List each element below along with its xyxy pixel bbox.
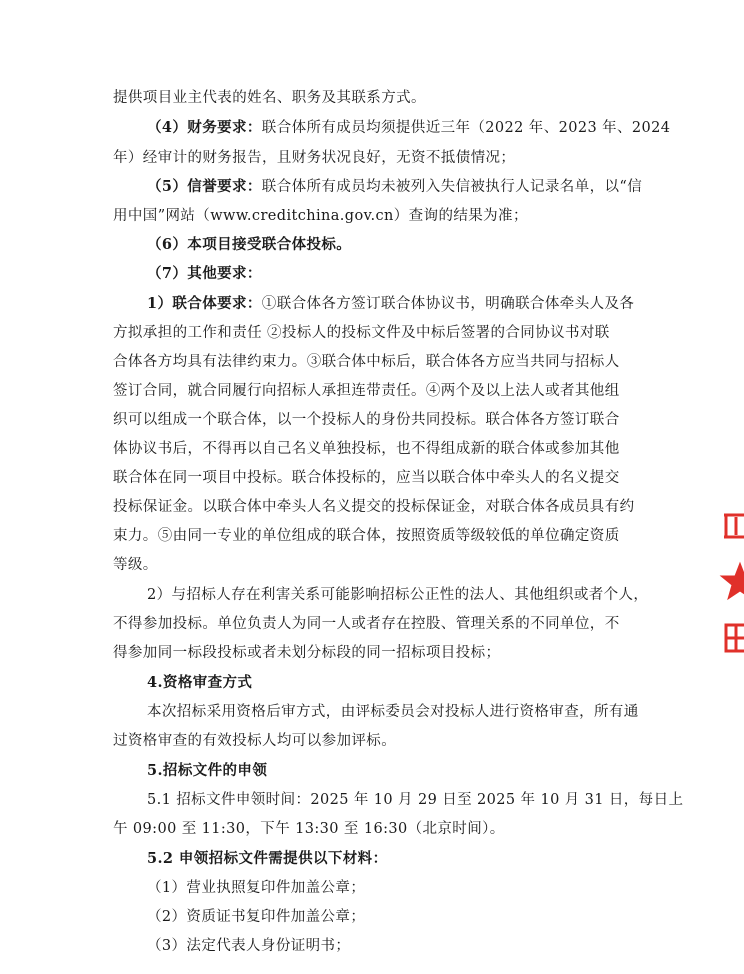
section-heading: 5.招标文件的申领 xyxy=(147,762,268,779)
body-line: 体协议书后，不得再以自己名义单独投标，也不得组成新的联合体或参加其他 xyxy=(113,441,620,457)
body-line: （4）财务要求：联合体所有成员均须提供近三年（2022 年、2023 年、2024 xyxy=(147,119,671,136)
body-line: 午 09:00 至 11:30，下午 13:30 至 16:30（北京时间）。 xyxy=(113,821,505,837)
body-line: 1）联合体要求：①联合体各方签订联合体协议书，明确联合体牵头人及各 xyxy=(147,295,635,312)
body-line: 签订合同，就合同履行向招标人承担连带责任。④两个及以上法人或者其他组 xyxy=(113,383,620,399)
body-line: 投标保证金。以联合体中牵头人名义提交的投标保证金，对联合体各成员具有约 xyxy=(113,499,635,515)
body-line: 等级。 xyxy=(113,557,158,573)
body-line: 得参加同一标段投标或者未划分标段的同一招标项目投标； xyxy=(113,645,501,661)
body-line: 本次招标采用资格后审方式，由评标委员会对投标人进行资格审查，所有通 xyxy=(147,704,639,720)
list-item: （2）资质证书复印件加盖公章； xyxy=(147,909,366,925)
body-line: 2）与招标人存在利害关系可能影响招标公正性的法人、其他组织或者个人， xyxy=(147,587,649,603)
body-line: 束力。⑤由同一专业的单位组成的联合体，按照资质等级较低的单位确定资质 xyxy=(113,528,620,544)
body-line: 过资格审查的有效投标人均可以参加评标。 xyxy=(113,733,397,749)
body-line: 提供项目业主代表的姓名、职务及其联系方式。 xyxy=(113,90,426,106)
section-heading: 4.资格审查方式 xyxy=(147,674,253,691)
body-line: 年）经审计的财务报告，且财务状况良好，无资不抵债情况； xyxy=(113,150,516,166)
body-line: 不得参加投标。单位负责人为同一人或者存在控股、管理关系的不同单位，不 xyxy=(113,616,620,632)
section-heading: 5.2 申领招标文件需提供以下材料： xyxy=(147,850,388,867)
section-heading: （6）本项目接受联合体投标。 xyxy=(147,236,352,253)
body-line: 方拟承担的工作和责任 ②投标人的投标文件及中标后签署的合同协议书对联 xyxy=(113,325,610,341)
body-line: （5）信誉要求：联合体所有成员均未被列入失信被执行人记录名单，以“信 xyxy=(147,178,643,195)
body-line: 合体各方均具有法律约束力。③联合体中标后，联合体各方应当共同与招标人 xyxy=(113,354,620,370)
list-item: （3）法定代表人身份证明书； xyxy=(147,938,351,954)
body-line: 5.1 招标文件申领时间：2025 年 10 月 29 日至 2025 年 10 月 31 日，每日上 xyxy=(147,792,684,808)
body-line: 联合体在同一项目中投标。联合体投标的，应当以联合体中牵头人的名义提交 xyxy=(113,470,620,486)
red-star-seal-icon xyxy=(712,505,744,665)
body-line: 织可以组成一个联合体，以一个投标人的身份共同投标。联合体各方签订联合 xyxy=(113,412,620,428)
section-heading: （7）其他要求： xyxy=(147,265,262,282)
list-item: （1）营业执照复印件加盖公章； xyxy=(147,880,366,896)
body-line: 用中国”网站（www.creditchina.gov.cn）查询的结果为准； xyxy=(113,208,528,224)
